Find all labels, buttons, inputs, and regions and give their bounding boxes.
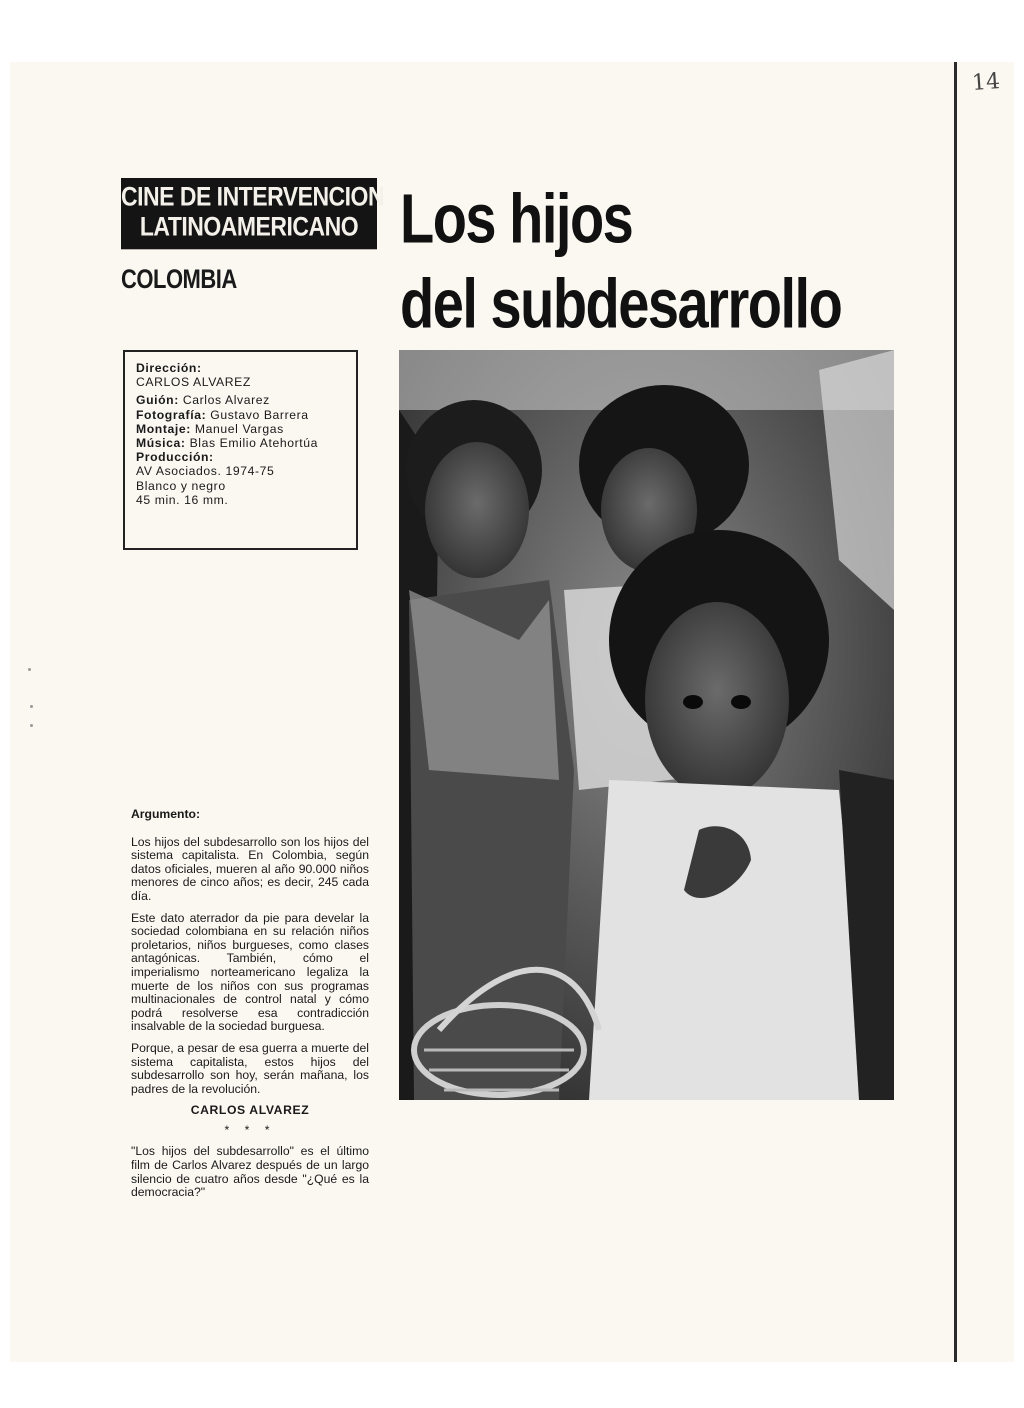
article-body (131, 808, 369, 1208)
article-heading: Argumento: (131, 807, 201, 821)
handwritten-page-number: 14 (971, 69, 1001, 96)
musica-value: Blas Emilio Atehortúa (189, 436, 319, 451)
montaje-label: Montaje: (136, 421, 191, 436)
formato-line2: 45 min. 16 mm. (136, 492, 229, 507)
guion-row (136, 393, 346, 407)
page-title-line2: del subdesarrollo (400, 263, 842, 343)
article-paragraph-4: "Los hijos del subdesarrollo" es el último film de Carlos Alvarez después de un largo silencio de cuatro años desde "¿Qué es la democracia?" (131, 1144, 369, 1200)
guion-label: Guión: (136, 393, 179, 408)
article-paragraph-2: Este dato aterrador da pie para develar la sociedad colombiana en su relación niños proletarios, niños burgueses, como clases antagónicas. También, cómo el imperialismo norteamericano legaliza la muerte de los niños con sus programas multinacionales de control natal y cómo podrá resolverse esa contradicción insalvable de la sociedad burguesa. (131, 910, 369, 1034)
page-edge-line (954, 62, 957, 1362)
country-label: COLOMBIA (121, 264, 237, 294)
article-separator: * * * (224, 1122, 276, 1137)
fotografia-label: Fotografía: (136, 407, 207, 422)
credits-box (123, 350, 358, 550)
musica-row (136, 436, 346, 450)
fotografia-row (136, 408, 346, 422)
montaje-value: Manuel Vargas (194, 421, 284, 436)
direccion-value: CARLOS ALVAREZ (136, 375, 251, 390)
musica-label: Música: (136, 436, 186, 451)
page-title (400, 176, 841, 346)
direccion-label: Dirección: (136, 361, 202, 375)
article-paragraph-1: Los hijos del subdesarrollo son los hijos del sistema capitalista. En Colombia, según datos oficiales, mueren al año 90.000 niños menores de cinco años; es decir, 245 cada día. (131, 834, 369, 903)
page-title-line1: Los hijos (400, 178, 633, 258)
article-author: CARLOS ALVAREZ (190, 1103, 310, 1118)
children-photo (399, 350, 894, 1100)
section-banner-line2: LATINOAMERICANO (139, 211, 359, 242)
article-paragraph-3: Porque, a pesar de esa guerra a muerte del sistema capitalista, estos hijos del subdesarrollo son hoy, serán mañana, los padres de la revolución. (131, 1040, 369, 1096)
section-banner (121, 178, 385, 249)
fotografia-value: Gustavo Barrera (210, 407, 309, 422)
produccion-value: AV Asociados. 1974-75 (136, 464, 275, 479)
montaje-row (136, 422, 346, 436)
formato-line1: Blanco y negro (136, 478, 226, 493)
margin-speck (30, 724, 33, 727)
guion-value: Carlos Alvarez (182, 393, 270, 408)
margin-speck (28, 668, 31, 671)
children-photo-illustration (399, 350, 894, 1100)
section-banner-line1: CINE DE INTERVENCION (121, 181, 385, 212)
margin-speck (30, 705, 33, 708)
produccion-label: Producción: (136, 450, 214, 465)
